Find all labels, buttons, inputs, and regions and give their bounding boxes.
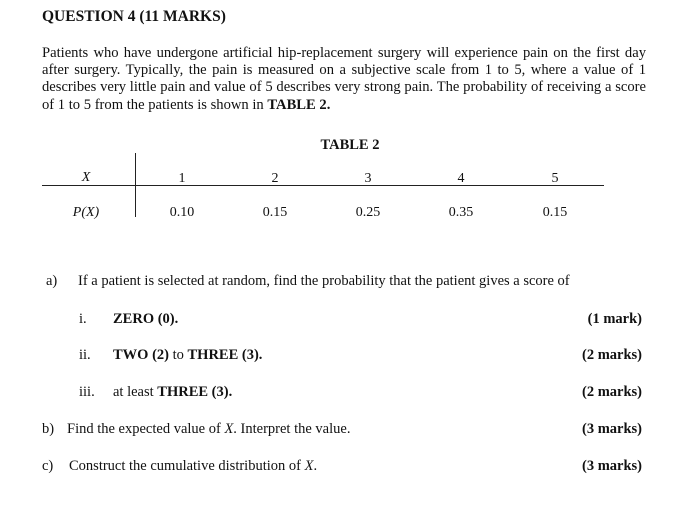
part-iii-text-bold: THREE (3). xyxy=(157,384,233,400)
question-b-text-end: . Interpret the value. xyxy=(233,421,351,437)
part-ii-text-bold-start: TWO (2) xyxy=(113,347,169,363)
question-a-label: a) xyxy=(46,273,58,289)
part-ii-marks: (2 marks) xyxy=(581,347,642,363)
part-ii-text-connector: to xyxy=(168,347,188,363)
part-iii-text-start: at least xyxy=(113,384,158,400)
part-ii-label: ii. xyxy=(79,347,91,363)
table-reference: TABLE 2. xyxy=(267,96,331,113)
question-b-variable: X xyxy=(224,421,234,437)
table-x-value: 4 xyxy=(457,171,465,186)
question-b-marks: (3 marks) xyxy=(581,421,642,437)
table-x-value: 2 xyxy=(271,171,279,186)
table-x-value: 5 xyxy=(551,171,559,186)
question-c-marks: (3 marks) xyxy=(581,458,642,474)
question-intro-paragraph xyxy=(42,45,646,114)
table-probability-value: 0.25 xyxy=(355,205,381,220)
table-caption: TABLE 2 xyxy=(320,137,380,153)
table-horizontal-rule xyxy=(42,185,604,186)
part-i-marks: (1 mark) xyxy=(587,311,642,327)
part-iii-label: iii. xyxy=(79,384,95,400)
table-probability-value: 0.35 xyxy=(448,205,474,220)
question-b-label: b) xyxy=(42,421,55,437)
question-c-text xyxy=(69,458,317,475)
table-probability-value: 0.15 xyxy=(542,205,568,220)
table-row-header-x: X xyxy=(81,170,91,185)
part-ii-text xyxy=(113,347,262,364)
question-a-text: If a patient is selected at random, find the probability that the patient gives a score of xyxy=(78,273,570,289)
intro-text: Patients who have undergone artificial hip-replacement surgery will experience pain on the first day after surgery. Typically, the pain is measured on a subjective scale from 1 to 5, where a value of 1 describes very little pain and value of 5 describes very strong pain. The probability of receiving a score of 1 to 5 from the patients is shown in xyxy=(42,45,646,113)
part-i-label: i. xyxy=(79,311,87,327)
question-c-label: c) xyxy=(42,458,54,474)
table-probability-value: 0.10 xyxy=(169,205,195,220)
question-c-text-start: Construct the cumulative distribution of xyxy=(69,458,305,474)
part-iii-text xyxy=(113,384,232,401)
question-heading: QUESTION 4 (11 MARKS) xyxy=(42,8,226,25)
table-row-header-px: P(X) xyxy=(72,205,100,220)
table-x-value: 1 xyxy=(178,171,186,186)
question-b-text-start: Find the expected value of xyxy=(67,421,225,437)
question-c-text-end: . xyxy=(313,458,318,474)
part-ii-text-bold-end: THREE (3). xyxy=(187,347,263,363)
table-probability-value: 0.15 xyxy=(262,205,288,220)
table-x-value: 3 xyxy=(364,171,372,186)
part-i-text: ZERO (0). xyxy=(113,311,179,327)
question-c-variable: X xyxy=(304,458,314,474)
question-b-text xyxy=(67,421,350,438)
part-iii-marks: (2 marks) xyxy=(581,384,642,400)
table-vertical-rule xyxy=(135,153,136,217)
